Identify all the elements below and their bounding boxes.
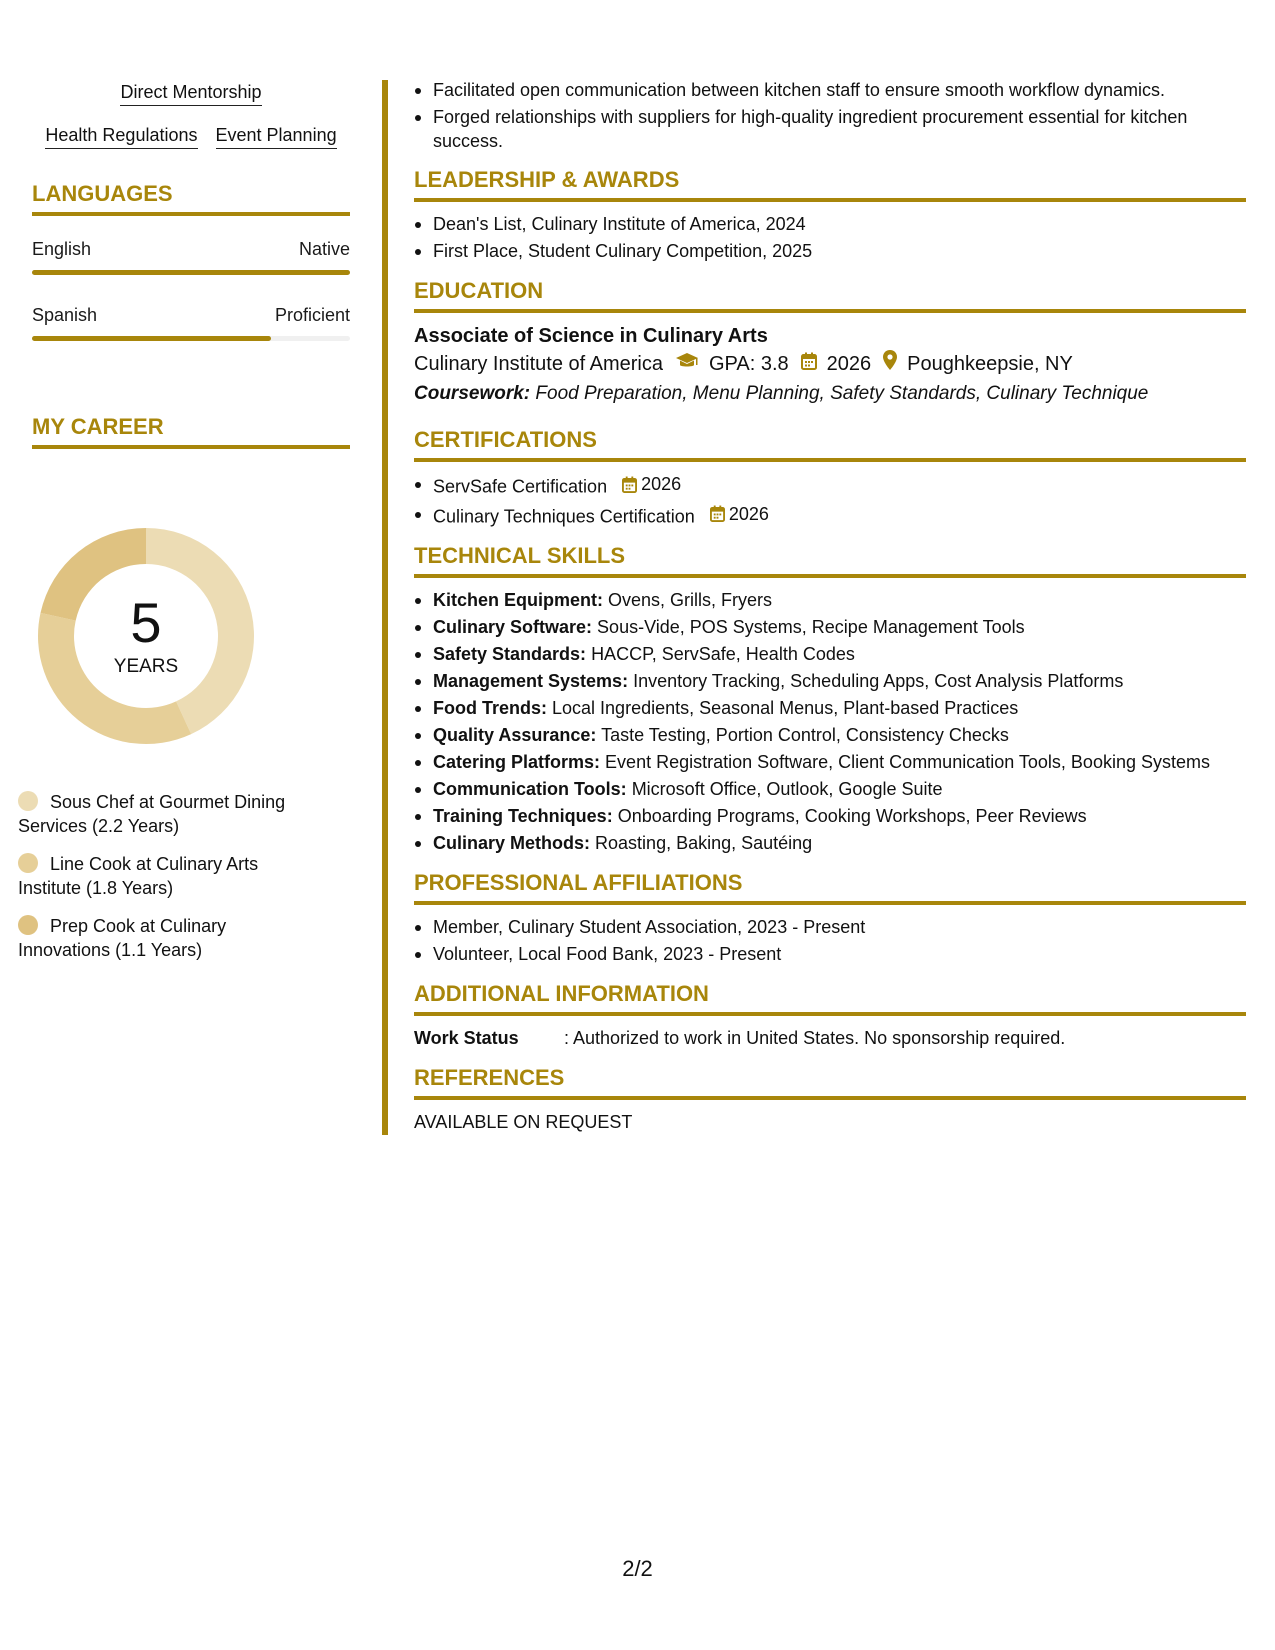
skill-item: Management Systems: Inventory Tracking, Scheduling Apps, Cost Analysis Platforms: [414, 669, 1246, 693]
skill-chips: [32, 82, 350, 149]
skill-item: Culinary Software: Sous-Vide, POS Systems, Recipe Management Tools: [414, 615, 1246, 639]
skill-item: Kitchen Equipment: Ovens, Grills, Fryers: [414, 588, 1246, 612]
degree-title: Associate of Science in Culinary Arts: [414, 325, 768, 347]
career-legend: [18, 790, 318, 976]
language-level: Native: [298, 239, 350, 259]
calendar-icon: [710, 505, 725, 522]
certification-item: ServSafe Certification 2026: [414, 472, 1246, 499]
graduation-cap-icon: [675, 349, 699, 379]
career-legend-item: Sous Chef at Gourmet Dining Services (2.2 Years): [18, 792, 286, 836]
award-item: First Place, Student Culinary Competition, 2025: [414, 239, 1246, 263]
references-section: [414, 1065, 1246, 1134]
skill-item: Catering Platforms: Event Registration Software, Client Communication Tools, Booking Systems: [414, 750, 1246, 774]
career-section: [32, 414, 350, 449]
school-name: Culinary Institute of America: [414, 353, 663, 375]
language-item: [32, 304, 350, 341]
award-item: Dean's List, Culinary Institute of America, 2024: [414, 212, 1246, 236]
section-title: ADDITIONAL INFORMATION: [414, 981, 709, 1006]
languages-section: [32, 181, 350, 341]
references-text: AVAILABLE ON REQUEST: [414, 1112, 633, 1132]
legend-dot: [18, 791, 38, 811]
graduation-year: 2026: [826, 353, 872, 375]
skill-chip: Direct Mentorship: [120, 82, 261, 106]
section-rule: [414, 198, 1246, 202]
section-title: EDUCATION: [414, 278, 544, 303]
legend-dot: [18, 853, 38, 873]
calendar-icon: [801, 349, 817, 379]
proficiency-fill: [32, 336, 271, 341]
education-details: [414, 349, 1246, 379]
column-divider: [382, 80, 388, 1135]
technical-skills-section: [414, 543, 1246, 855]
section-title: LANGUAGES: [32, 181, 173, 206]
right-column: [414, 78, 1246, 1134]
calendar-icon: [622, 476, 637, 493]
experience-continued: [414, 78, 1246, 153]
leadership-section: [414, 167, 1246, 263]
career-total-years: 5: [130, 591, 162, 654]
chip-row-1: [32, 82, 350, 106]
section-rule: [414, 1012, 1246, 1016]
education-section: [414, 278, 1246, 409]
section-rule: [414, 574, 1246, 578]
coursework: Coursework: Food Preparation, Menu Planning, Safety Standards, Culinary Technique: [414, 383, 1149, 404]
affiliations-section: [414, 870, 1246, 966]
certification-year: 2026: [641, 474, 682, 494]
experience-bullet: Facilitated open communication between kitchen staff to ensure smooth workflow dynamics.: [414, 78, 1246, 102]
section-rule: [414, 1096, 1246, 1100]
career-years-unit: YEARS: [113, 656, 179, 677]
language-level: Proficient: [274, 305, 350, 325]
section-title: CERTIFICATIONS: [414, 427, 597, 452]
skill-item: Safety Standards: HACCP, ServSafe, Health Codes: [414, 642, 1246, 666]
skill-item: Communication Tools: Microsoft Office, Outlook, Google Suite: [414, 777, 1246, 801]
affiliation-item: Volunteer, Local Food Bank, 2023 - Present: [414, 942, 1246, 966]
location-pin-icon: [883, 349, 897, 379]
skill-chip: Event Planning: [216, 125, 337, 149]
section-title: PROFESSIONAL AFFILIATIONS: [414, 870, 743, 895]
section-title: REFERENCES: [414, 1065, 565, 1090]
section-rule: [414, 309, 1246, 313]
certification-year: 2026: [728, 503, 769, 524]
proficiency-fill: [32, 270, 350, 275]
skill-item: Training Techniques: Onboarding Programs, Cooking Workshops, Peer Reviews: [414, 804, 1246, 828]
skill-chip: Health Regulations: [45, 125, 197, 149]
skill-item: Quality Assurance: Taste Testing, Portion Control, Consistency Checks: [414, 723, 1246, 747]
career-donut-chart: [34, 524, 258, 748]
proficiency-bar: [32, 336, 350, 341]
work-status-value: : Authorized to work in United States. No sponsorship required.: [564, 1028, 1066, 1048]
section-title: MY CAREER: [32, 414, 164, 439]
affiliation-item: Member, Culinary Student Association, 2023 - Present: [414, 915, 1246, 939]
language-name: Spanish: [32, 305, 98, 325]
language-name: English: [32, 239, 92, 259]
skill-item: Food Trends: Local Ingredients, Seasonal Menus, Plant-based Practices: [414, 696, 1246, 720]
work-status-row: [414, 1026, 1246, 1050]
work-status-label: Work Status: [414, 1028, 519, 1048]
school-location: Poughkeepsie, NY: [907, 353, 1073, 375]
section-title: LEADERSHIP & AWARDS: [414, 167, 680, 192]
section-rule: [32, 445, 350, 449]
additional-info-section: [414, 981, 1246, 1050]
career-legend-item: Line Cook at Culinary Arts Institute (1.8 Years): [18, 854, 259, 898]
experience-bullet: Forged relationships with suppliers for high-quality ingredient procurement essential for kitchen success.: [414, 105, 1246, 153]
language-item: [32, 238, 350, 275]
skill-item: Culinary Methods: Roasting, Baking, Sautéing: [414, 831, 1246, 855]
certification-item: Culinary Techniques Certification 2026: [414, 502, 1246, 529]
page-number: 2/2: [622, 1556, 653, 1581]
section-rule: [414, 901, 1246, 905]
career-legend-item: Prep Cook at Culinary Innovations (1.1 Years): [18, 916, 227, 960]
proficiency-bar: [32, 270, 350, 275]
section-rule: [414, 458, 1246, 462]
left-column: [32, 82, 350, 449]
section-title: TECHNICAL SKILLS: [414, 543, 626, 568]
section-rule: [32, 212, 350, 216]
legend-dot: [18, 915, 38, 935]
chip-row-2: [32, 125, 350, 149]
gpa: GPA: 3.8: [709, 353, 789, 375]
certifications-section: [414, 427, 1246, 528]
